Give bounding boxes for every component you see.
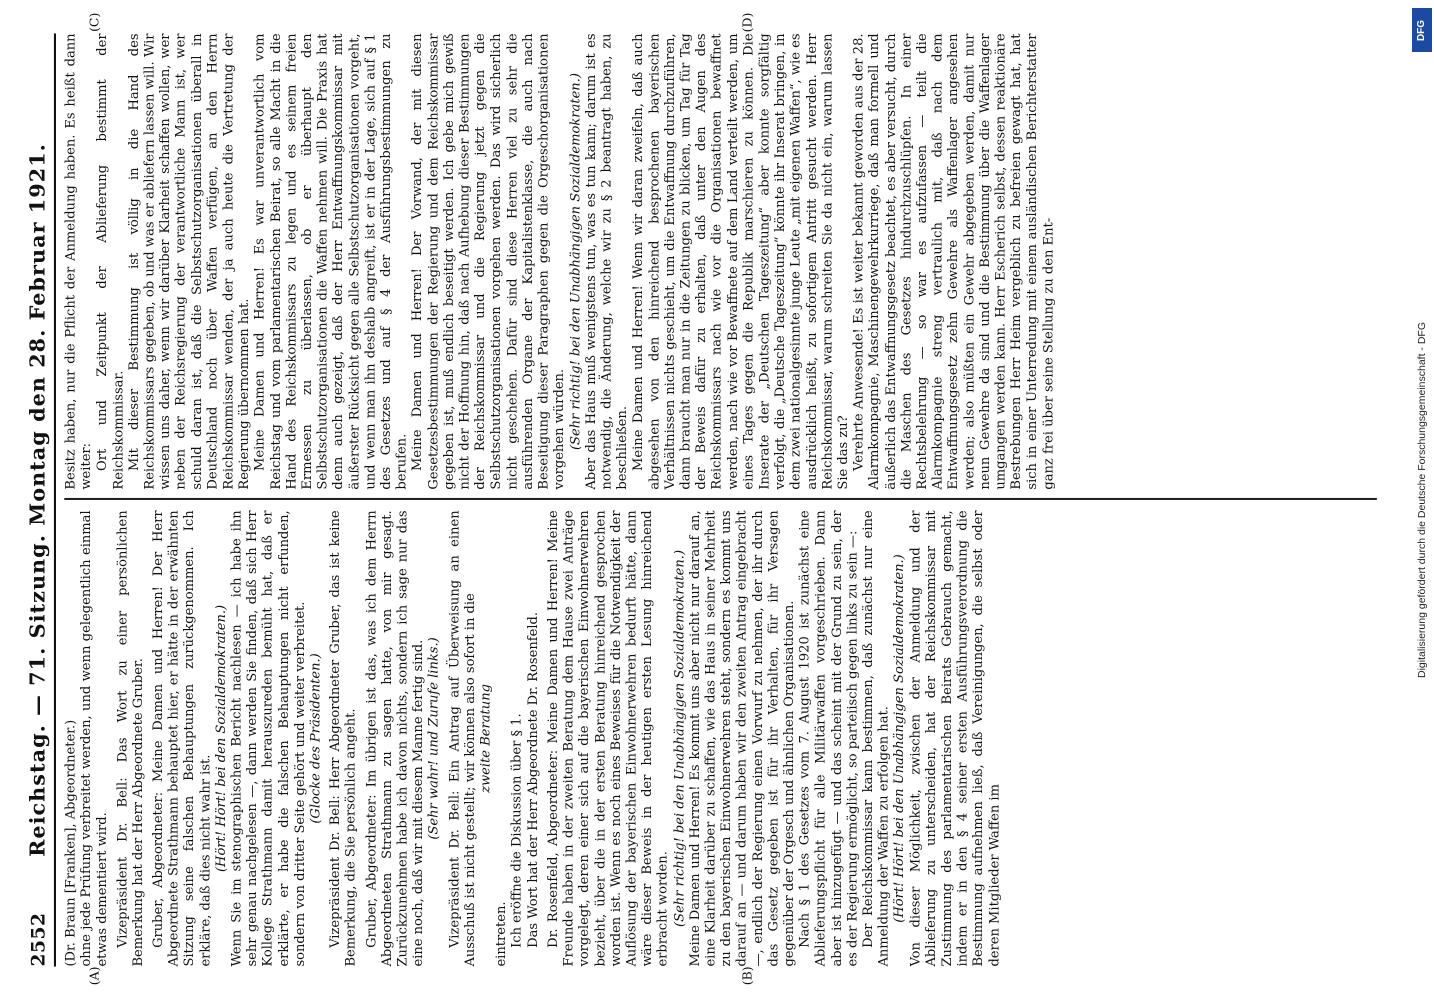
right-column [62,33,1383,489]
paragraph: (Dr. Braun [Franken], Abgeordneter.) [62,719,78,967]
paragraph: Der Reichskommissar kann bestimmen, daß zunächst nur eine Anmeldung der Waffen zu erfolgen hat. [859,510,891,967]
paragraph: Aber das Haus muß wenigstens tun, was es tun kann; darum ist es notwendig, die Änderung, welche wir zu § 2 beantragt haben, zu beschließen. [582,33,630,490]
paragraph: (Sehr richtig! bei den Unabhängigen Sozialdemokraten.) [566,73,583,451]
dfg-logo [1412,8,1432,52]
paragraph: Vizepräsident Dr. Bell: Das Wort zu einer persönlichen Bemerkung hat der Herr Abgeordnete Gruber. [113,510,145,967]
left-column [62,510,1383,966]
paragraph: (Hört! Hört! bei den Unabhängigen Sozialdemokraten.) [890,554,907,923]
page-content [15,13,1394,988]
rotated-page [15,13,1394,988]
paragraph: Von dieser Möglichkeit, zwischen der Anmeldung und der Ablieferung zu unterscheiden, hat der Reichskommissar mit Zustimmung des parlamentarischen Beirats Gebrauch gemacht, indem er in den § 4 seiner ersten Ausführungsverordnung die Bestimmung aufnehmen ließ, daß Vereinigungen, die selbst oder deren Mitglieder Waffen im [906,510,1002,967]
page-number: 2552 [28,912,50,967]
paragraph: Gruber, Abgeordneter: Im übrigen ist das, was ich dem Herrn Abgeordneten Strathmann zu sagen hatte, von mir gesagt. Zurückzunehmen habe ich davon nichts, sondern ich sage nur das eine noch, daß wir mit diesem Manne fertig sind. [362,510,426,967]
paragraph: Verehrte Anwesende! Es ist weiter bekannt geworden aus der 28. Alarmkompagnie, Maschinengewehrkurriege, daß man formell und äußerlich das Entwaffnungsgesetz beachtet, es aber versucht, durch die Maschen des Gesetzes hindurchzuschlüpfen. In einer Rechtsbelehrung — so war es aufzufassen — teilt die Alarmkompagnie streng vertraulich mit, daß nach dem Entwaffnungsgesetz zehn Gewehre als Waffenlager angesehen werden; also müßten ein Gewehr abgegeben werden, damit nur neun Gewehre da sind und die Bestimmung über die Waffenlager umgangen werden kann. Herr Escherich selbst, dessen reaktionäre Bestrebungen Herr Heim vergeblich zu befreien gewagt hat, hat sich in einer Unterredung mit einem ausländischen Berichterstatter ganz frei über seine Stellung zu den Ent- [850,33,1056,490]
paragraph: ohne jede Prüfung verbreitet werden, und wenn gelegentlich einmal etwas dementiert wird. [77,510,110,967]
paragraph: Gruber, Abgeordneter: Meine Damen und Herren! Der Herr Abgeordnete Strathmann behauptet hier, er hätte in der erwähnten Sitzung seine falschen Behauptungen zurückgenommen. Ich erkläre, daß dies nicht wahr ist. [149,510,213,967]
paragraph: (Sehr richtig! bei den Unabhängigen Sozialdemokraten.) [670,549,686,927]
paragraph: Nach § 1 des Gesetzes vom 7. August 1920 ist zunächst eine Ablieferungspflicht für alle Militärwaffen vorgeschrieben. Dann aber ist hinzugefügt — und das scheint mit der Grund zu sein, der es der Regierung ermöglicht, so parteiisch gegen links zu sein —: [796,510,860,967]
running-title: Reichstag. — 71. Sitzung. Montag den 28. Februar 1921. [24,143,50,857]
paragraph: Besitz haben, nur die Pflicht der Anmeldung haben. Es heißt dann weiter: [62,33,94,490]
paragraph: Wenn Sie im stenographischen Bericht nachlesen — ich habe ihn sehr genau nachgelesen —, dann werden Sie finden, daß sich Herr Kollege Strathmann damit herauszureden bemüht hat, daß er erklärte, er habe die falschen Behauptungen nicht erfunden, sondern von dritter Seite gehört und weiter verbreitet. [228,510,307,967]
paragraph: (Hört! Hört! bei den Sozialdemokraten.) [212,604,228,873]
paragraph: (Glocke des Präsidenten.) [306,653,323,824]
margin-mark-b: (B) [740,966,755,986]
margin-mark-c: (C) [87,12,102,32]
credit-text: Digitalisierung gefördert durch die Deutsche Forschungsgemeinschaft - DFG [1416,321,1428,679]
paragraph: Vizepräsident Dr. Bell: Ein Antrag auf Überweisung an einen Ausschuß ist nicht gestellt; wir können also sofort in die [445,510,477,967]
paragraph: Meine Damen und Herren! Es kommt uns aber nicht nur darauf an, eine Klarheit darüber zu schaffen, wie das Haus in seiner Mehrheit zu den bayerischen Einwohnerwehren steht, sondern es kommt uns darauf an — und darum haben wir den zweiten Antrag eingebracht —, endlich der Regierung einen Vorwurf zu nehmen, der ihr durch das Gesetz gegeben ist für ihr Verhalten, für ihr Versagen gegenüber der Orgesch und ähnlichen Organisationen. [686,510,797,967]
paragraph: Meine Damen und Herren! Wenn wir daran zweifeln, daß auch abgesehen von den hinreichend besprochenen bayerischen Verhältnissen nichts geschieht, um die Entwaffnung durchzuführen, dann braucht man nur in die Zeitungen zu blicken, um Tag für Tag der Beweis dafür zu erhalten, daß unter den Augen des Reichskommissars nach wie vor die Organisationen bewaffnet werden, nach wie vor Bewaffnete auf dem Land verteilt werden, um eines Tages gegen die Republik marschieren zu können. Die Inserate der „Deutschen Tageszeitung“ aber konnte sorgfältig verfolgt, die „Deutsche Tageszeitung“ könnte ihr Inserat bringen, in dem zwei nationalgesinnte junge Leute „mit eigenen Waffen“, wie es ausdrücklich heißt, zu sofortigem Antritt gesucht werden. Herr Reichskommissar, warum schreiten Sie da nicht ein, warum lassen Sie das zu? [629,33,851,490]
paragraph: Ort und Zeitpunkt der Ablieferung bestimmt der Reichskommissar. [93,33,126,490]
paragraph: Vizepräsident Dr. Bell: Herr Abgeordneter Gruber, das ist keine Bemerkung, die Sie persönlich angeht. [326,510,359,967]
page-header [15,33,56,966]
paragraph: Meine Damen und Herren! Es war unverantwortlich vom Reichstag und vom parlamentarischen Beirat, so alle Macht in die Hand des Reichskommissars zu legen und es seinem freien Ermessen zu überlassen, ob er überhaupt den Selbstschutzorganisationen die Waffen nehmen will. Die Praxis hat denn auch gezeigt, daß der Herr Entwaffnungskommissar mit äußerster Rücksicht gegen alle Selbstschutzorganisationen vorgeht, und wenn man ihn deshalb angreift, ist er in der Lage, sich auf § 1 des Gesetzes und auf § 4 der Ausführungsbestimmungen zu berufen. [251,33,409,490]
digitization-credit [1410,0,1434,1000]
paragraph: Mit dieser Bestimmung ist völlig in die Hand des Reichskommissars gegeben, ob und was er abliefern lassen will. Wir wissen uns daher, wenn wir darüber Klarheit schaffen wollen, wer neben der Reichsregierung der verantwortliche Mann ist, wer schuld daran ist, daß die Selbstschutzorganisationen überall in Deutschland noch über Waffen verfügen, an den Herrn Reichskommissar wenden, der ja auch heute die Vertretung der Regierung übernommen hat. [125,33,252,490]
paragraph: Dr. Rosenfeld, Abgeordneter: Meine Damen und Herren! Meine Freunde haben in der zweiten Beratung dem Hause zwei Anträge vorgelegt, deren einer sich auf die bayerischen Einwohnerwehren bezieht, über die in der ersten Beratung hinreichend gesprochen worden ist. Wenn es noch eines Beweises für die Notwendigkeit der Auflösung der bayerischen Einwohnerwehren bedurft hätte, dann wäre dieser Beweis in der heutigen ersten Lesung hinreichend erbracht worden. [544,510,671,967]
margin-mark-d: (D) [740,12,755,33]
column-divider [64,498,1377,500]
paragraph: Ich eröffne die Diskussion über § 1. [508,713,525,948]
paragraph: eintreten. [492,901,509,967]
dfg-logo-text: DFG [1416,19,1428,41]
paragraph: zweite Beratung [477,684,493,793]
paragraph: (Sehr wahr! und Zurufe links.) [425,637,442,840]
margin-mark-a: (A) [87,966,102,986]
paragraph: Das Wort hat der Herr Abgeordnete Dr. Rosenfeld. [524,611,540,948]
paragraph: Meine Damen und Herren! Der Vorwand, der mit diesen Gesetzesbestimmungen der Regierung und dem Reichskommissar gegeben ist, muß endlich beseitigt werden. Ich gebe mich gewiß nicht der Hoffnung hin, daß nach Aufhebung dieser Bestimmungen der Reichskommissar und die Regierung jetzt gegen die Selbstschutzorganisationen vorgehen werden. Das wird sicherlich nicht geschehen. Dafür sind diese Herren viel zu sehr die ausführenden Organe der Kapitalistenklasse, die auch nach Beseitigung dieser Paragraphen gegen die Orgeschorganisationen vorgehen würden. [408,33,567,490]
